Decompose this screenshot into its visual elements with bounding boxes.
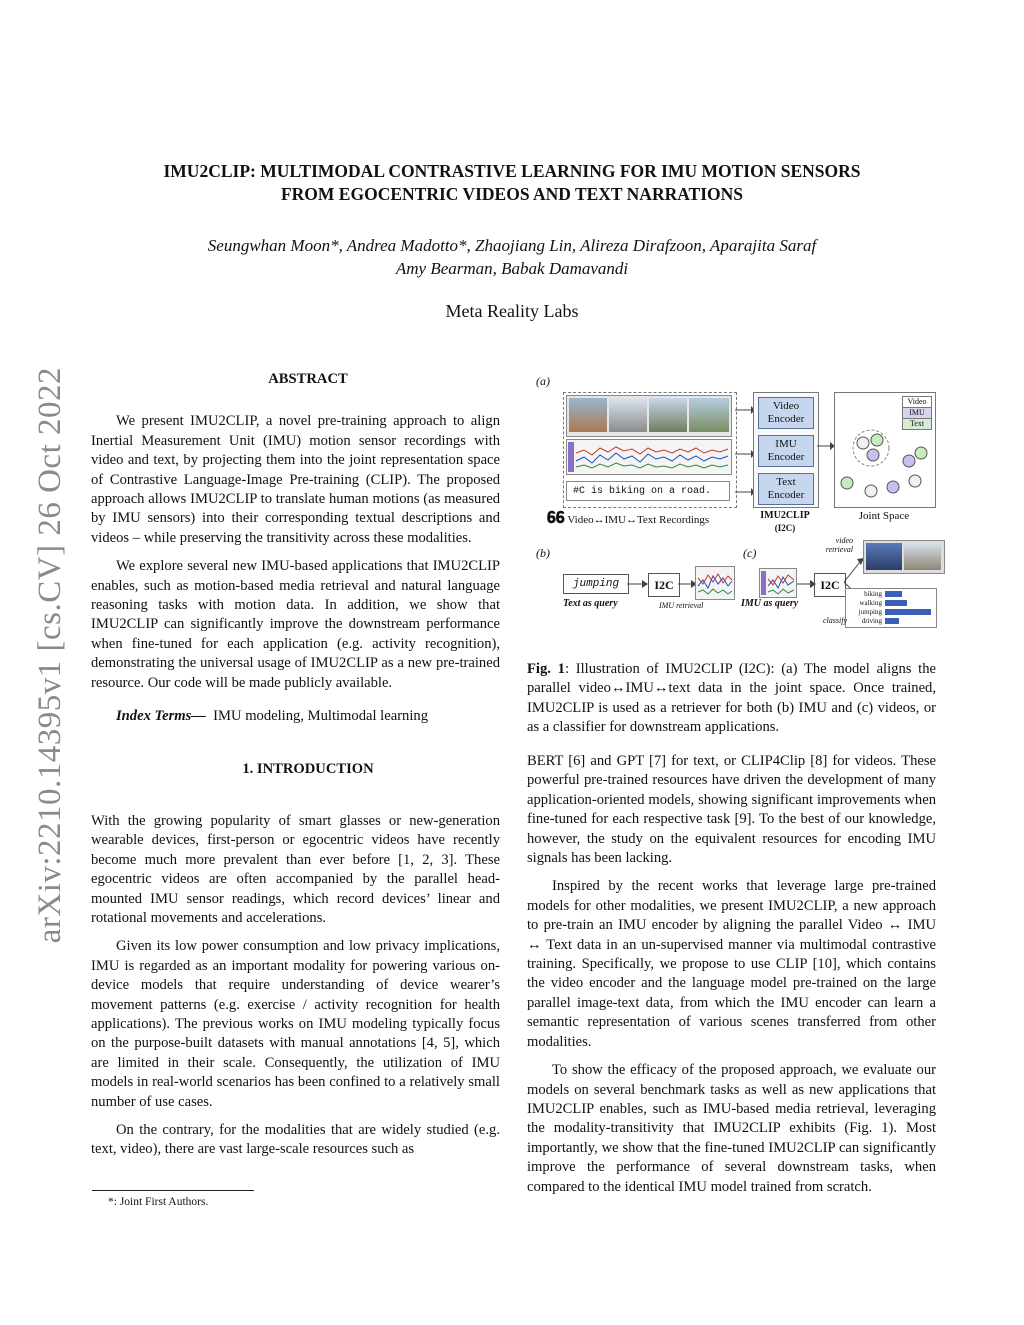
figure-label-b: (b): [536, 546, 550, 560]
model-abbr: (I2C): [774, 523, 796, 533]
video-frame: [649, 398, 687, 432]
left-column: [91, 370, 500, 1169]
retrieved-imu-plot: [695, 566, 735, 600]
caption-label: Fig. 1: [527, 661, 565, 677]
video-retrieval-label: video retrieval: [825, 536, 853, 554]
classifier-output: [845, 588, 937, 628]
class-label-jumping: jumping: [858, 608, 882, 616]
right-column: [527, 752, 936, 1206]
class-label-walking: walking: [859, 599, 882, 607]
arxiv-stamp: [28, 355, 72, 955]
video-frame: [904, 543, 941, 570]
abstract-paragraph-2: We explore several new IMU-based applications that IMU2CLIP enables, such as motion-based media retrieval and natural language reasoning tasks with motion data. In addition, we show that IMU2CLIP can significantly improve the downstream performance when fine-tuned for each application (e.g. activity recognition), demonstrating the universal usage of IMU2CLIP as a new pre-trained resource. Our code will be made publicly available.: [91, 558, 500, 691]
figure-caption: [527, 660, 936, 738]
recordings-label: Video↔IMU↔Text Recordings: [567, 514, 710, 526]
video-frame: [866, 543, 902, 570]
class-bar-walking: [885, 600, 907, 606]
encoder-panel: [753, 392, 819, 508]
legend-video: Video: [902, 396, 932, 408]
class-labels: [848, 590, 882, 626]
legend-text: Text: [902, 419, 932, 430]
right-paragraph-3: To show the efficacy of the proposed approach, we evaluate our models on several benchmark tasks as well as new applications that IMU2CLIP enables, such as IMU-based media retrieval, leveraging the modality-transitivity that IMU2CLIP exhibits (Fig. 1). Most importantly, we show that the fine-tuned IMU2CLIP can significantly improve the performance of several downstream tasks, when compared to the identical IMU model trained from scratch.: [527, 1062, 936, 1195]
query-arrow: [627, 574, 649, 594]
paper-title: [100, 160, 924, 206]
imu-retrieval-label: IMU retrieval: [659, 601, 704, 610]
model-name: IMU2CLIP: [760, 510, 810, 521]
caption-text: : Illustration of IMU2CLIP (I2C): (a) The model aligns the parallel video↔IMU↔text data in the joint space. Once trained, IMU2CLIP is used as a retriever for both (b) IMU and (c) videos, or as a classifier for downstream applications.: [527, 661, 936, 736]
video-frame: [569, 398, 607, 432]
joint-arrow: [817, 440, 835, 452]
retrieved-video-frames: [863, 540, 945, 574]
text-as-query-label: Text as query: [563, 598, 618, 609]
footnote-rule: [92, 1190, 254, 1191]
classify-label: classify: [823, 616, 847, 625]
index-terms-value: IMU modeling, Multimodal learning: [213, 708, 428, 725]
title-line-2: FROM EGOCENTRIC VIDEOS AND TEXT NARRATIONS: [280, 184, 744, 204]
class-bar-driving: [885, 618, 899, 624]
title-line-1: IMU2CLIP: MULTIMODAL CONTRASTIVE LEARNING FOR IMU MOTION SENSORS: [163, 161, 861, 181]
joint-space-panel: [834, 392, 936, 508]
author-list: [100, 234, 924, 280]
video-frames-strip: [566, 395, 732, 437]
index-terms-label: Index Terms—: [116, 708, 206, 725]
abstract-heading: ABSTRACT: [268, 371, 348, 387]
class-label-driving: driving: [861, 617, 882, 625]
i2c-box-c: I2C: [814, 573, 846, 597]
imu-encoder: IMU Encoder: [758, 435, 814, 467]
figure-label-c: (c): [743, 546, 757, 560]
joint-space-label: Joint Space: [858, 510, 910, 522]
intro-paragraph-2: Given its low power consumption and low privacy implications, IMU is regarded as an important modality for powering various on-device models that require understanding of device wearer’s movement patterns (e.g. exercise / activity recognition for health applications). The previous works on IMU modeling typically focus on the purpose-built datasets with manual annotations [4, 5], which are limited in their scale. Consequently, the utilization of IMU models in real-world scenarios has been confined to a relatively small number of use cases.: [91, 938, 500, 1110]
imu-as-query-label: IMU as query: [741, 598, 799, 609]
intro-paragraph-3: On the contrary, for the modalities that are widely studied (e.g. text, video), there are vast large-scale resources such as: [91, 1122, 500, 1158]
affiliation: Meta Reality Labs: [445, 301, 579, 321]
right-paragraph-1: BERT [6] and GPT [7] for text, or CLIP4Clip [8] for videos. These powerful pre-trained resources have driven the development of many application-oriented models, showing significant improvements when fine-tuned for each respective task [9]. To the best of our knowledge, however, the study on the equivalent resources for encoding IMU signals has been lacking.: [527, 753, 936, 867]
embedding-scatter: [835, 393, 935, 507]
figure-label-a: (a): [536, 374, 550, 388]
class-bar-biking: [885, 591, 902, 597]
imu-signal-plot: [566, 439, 732, 475]
encoder-arrows: [735, 400, 755, 510]
video-encoder: Video Encoder: [758, 397, 814, 429]
class-bar-jumping: [885, 609, 931, 615]
recordings-panel: [563, 392, 737, 508]
legend-imu: IMU: [902, 408, 932, 419]
index-terms: [91, 707, 500, 726]
abstract-paragraph-1: We present IMU2CLIP, a novel pre-training approach to align Inertial Measurement Unit (IMU) motion sensor recordings with video and text, by projecting them into the joint representation space of Contrastive Language-Image Pre-training (CLIP). The proposed approach allows IMU2CLIP to translate human motions (as measured by IMU sensors) into their corresponding textual descriptions and videos – while preserving the transitivity across these modalities.: [91, 413, 500, 546]
authors-line-1: Seungwhan Moon*, Andrea Madotto*, Zhaojiang Lin, Alireza Dirafzoon, Aparajita Saraf: [207, 236, 817, 255]
text-query-box: jumping: [563, 574, 629, 594]
authors-line-2: Amy Bearman, Babak Damavandi: [395, 259, 629, 278]
footnote: *: Joint First Authors.: [108, 1196, 209, 1208]
class-label-biking: biking: [864, 590, 882, 598]
class-bars: [885, 591, 933, 624]
glasses-icon: 𝟔𝟔: [547, 510, 565, 527]
right-paragraph-2: Inspired by the recent works that leverage large pre-trained models for other modalities, we present IMU2CLIP, a new approach to pre-train an IMU encoder by aligning the parallel Video ↔ IMU ↔ Text data in an un-supervised manner via multimodal contrastive training. Specifically, we propose to use CLIP [10], which contains the video encoder and the language model pre-trained on the large parallel image-text data, from which the IMU encoder can learn a semantic representation of various scenes transferred from other modalities.: [527, 878, 936, 1050]
video-frame: [689, 398, 729, 432]
arxiv-id: arXiv:2210.14395v1 [cs.CV] 26 Oct 2022: [31, 366, 68, 944]
intro-paragraph-1: With the growing popularity of smart glasses or new-generation wearable devices, first-person or egocentric videos have recently become much more prevalent than ever before [1, 2, 3]. These egocentric videos are often accompanied by the parallel head-mounted IMU sensor readings, which record devices’ linear and rotational movements and accelerations.: [91, 812, 500, 926]
video-frame: [609, 398, 647, 432]
i2c-box-b: I2C: [648, 573, 680, 597]
recordings-caption: [547, 510, 709, 528]
query-imu-plot: [759, 568, 797, 598]
figure-1: [527, 370, 943, 632]
narration-text: #C is biking on a road.: [566, 481, 730, 501]
intro-heading: 1. INTRODUCTION: [242, 760, 374, 777]
text-encoder: Text Encoder: [758, 473, 814, 505]
